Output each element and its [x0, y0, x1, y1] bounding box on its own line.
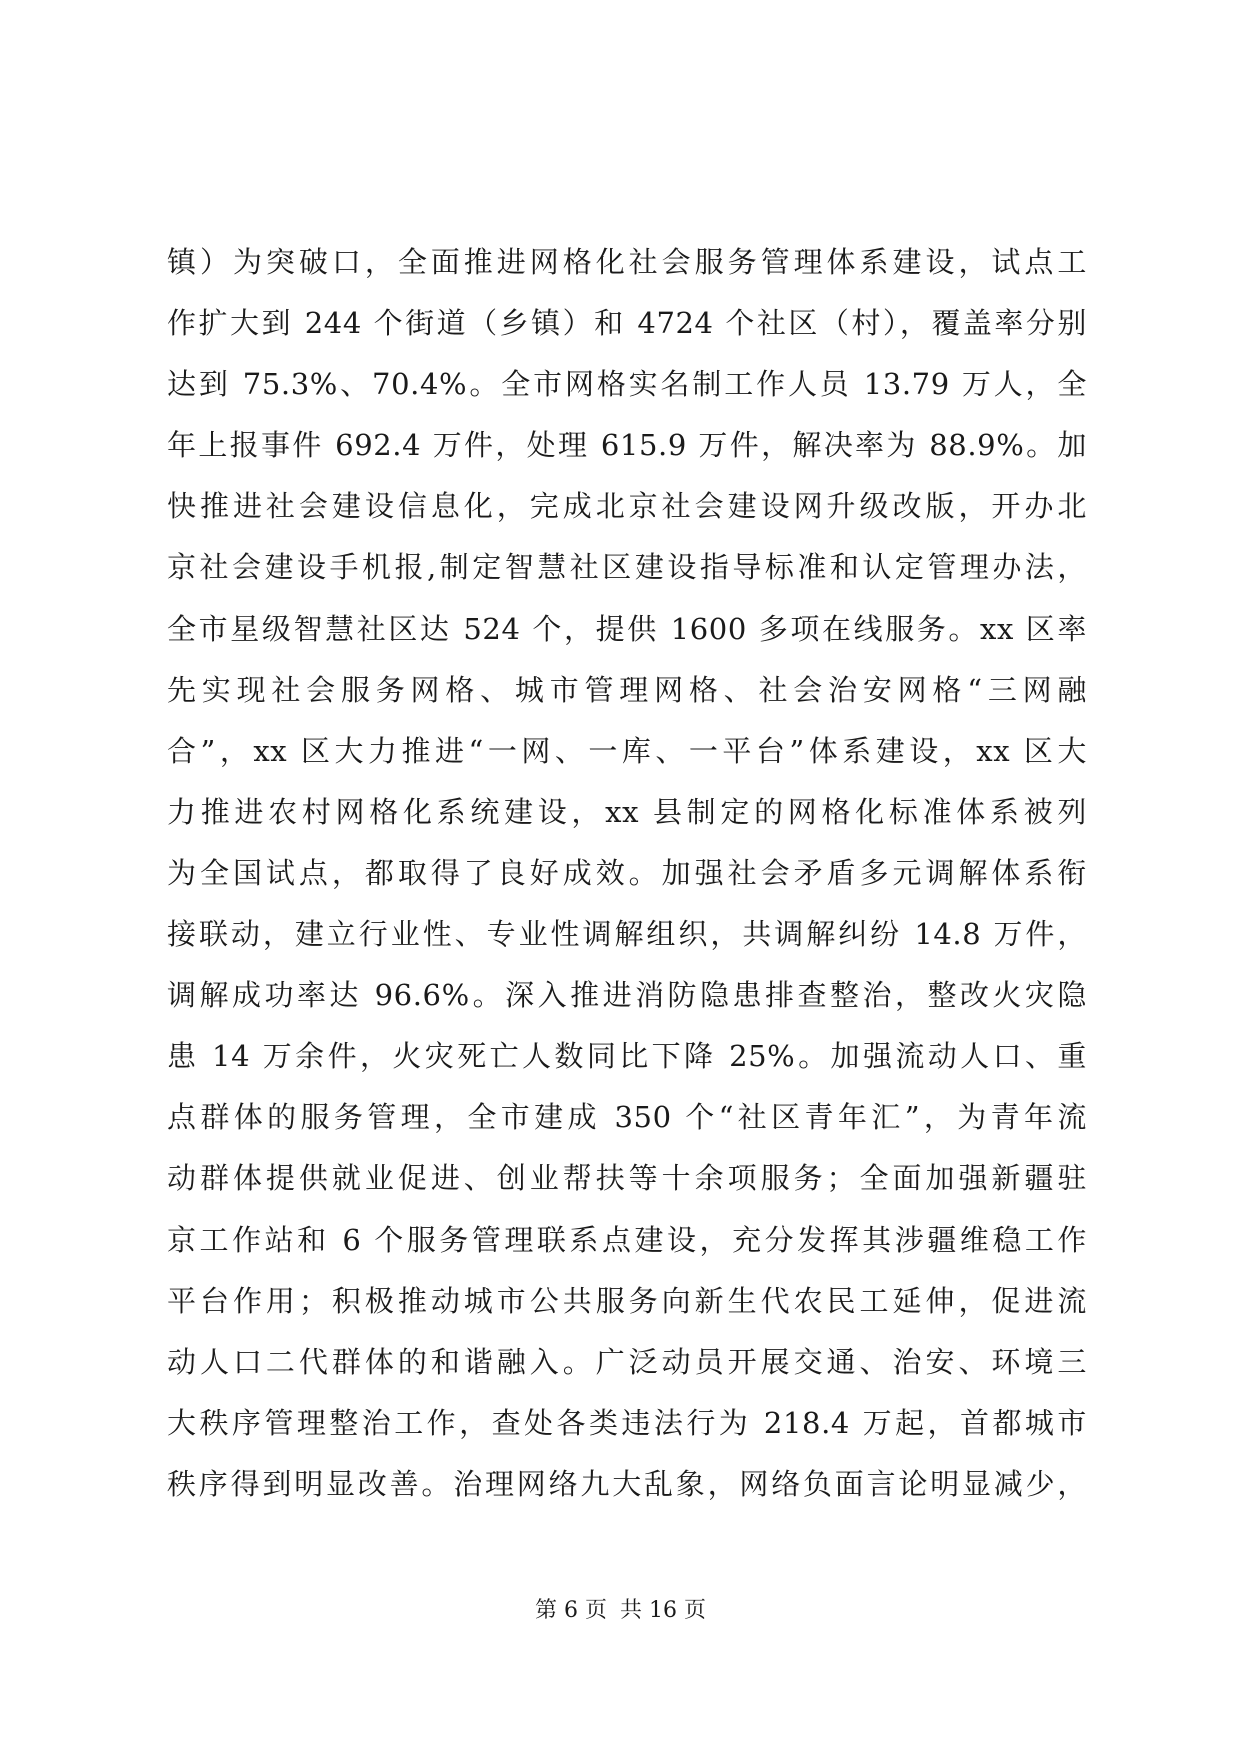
- text-line: 先实现社会服务网格、城市管理网格、社会治安网格“三网融: [167, 672, 1087, 707]
- body-text: [167, 232, 1087, 1515]
- text-line: 京社会建设手机报,制定智慧社区建设指导标准和认定管理办法，: [167, 550, 1087, 585]
- text-line: 大秩序管理整治工作，查处各类违法行为 218.4 万起，首都城市: [167, 1405, 1087, 1440]
- text-line: 力推进农村网格化系统建设，xx 县制定的网格化标准体系被列: [167, 794, 1087, 829]
- page-footer: [0, 1596, 1241, 1626]
- text-line: 为全国试点，都取得了良好成效。加强社会矛盾多元调解体系衔: [167, 855, 1087, 890]
- text-line: 京工作站和 6 个服务管理联系点建设，充分发挥其涉疆维稳工作: [167, 1222, 1087, 1257]
- text-line: 年上报事件 692.4 万件，处理 615.9 万件，解决率为 88.9%。加: [167, 428, 1087, 463]
- text-line: 动群体提供就业促进、创业帮扶等十余项服务；全面加强新疆驻: [167, 1161, 1087, 1196]
- text-line: 患 14 万余件，火灾死亡人数同比下降 25%。加强流动人口、重: [167, 1039, 1087, 1074]
- text-line: 平台作用；积极推动城市公共服务向新生代农民工延伸，促进流: [167, 1283, 1087, 1318]
- page-total: 共 16 页: [620, 1598, 706, 1623]
- text-line: 达到 75.3%、70.4%。全市网格实名制工作人员 13.79 万人，全: [167, 367, 1087, 402]
- text-line: 作扩大到 244 个街道（乡镇）和 4724 个社区（村），覆盖率分别: [167, 306, 1087, 341]
- text-line: 快推进社会建设信息化，完成北京社会建设网升级改版，开办北: [167, 489, 1087, 524]
- text-line: 点群体的服务管理，全市建成 350 个“社区青年汇”，为青年流: [167, 1100, 1087, 1135]
- text-line: 动人口二代群体的和谐融入。广泛动员开展交通、治安、环境三: [167, 1344, 1087, 1379]
- text-line: 全市星级智慧社区达 524 个，提供 1600 多项在线服务。xx 区率: [167, 611, 1087, 646]
- text-line: 接联动，建立行业性、专业性调解组织，共调解纠纷 14.8 万件，: [167, 917, 1087, 952]
- text-line: 合”，xx 区大力推进“一网、一库、一平台”体系建设，xx 区大: [167, 733, 1087, 768]
- page-number: 第 6 页: [535, 1598, 607, 1623]
- text-line: 调解成功率达 96.6%。深入推进消防隐患排查整治，整改火灾隐: [167, 978, 1087, 1013]
- text-line: 秩序得到明显改善。治理网络九大乱象，网络负面言论明显减少，: [167, 1466, 1087, 1501]
- text-line: 镇）为突破口，全面推进网格化社会服务管理体系建设，试点工: [167, 245, 1087, 279]
